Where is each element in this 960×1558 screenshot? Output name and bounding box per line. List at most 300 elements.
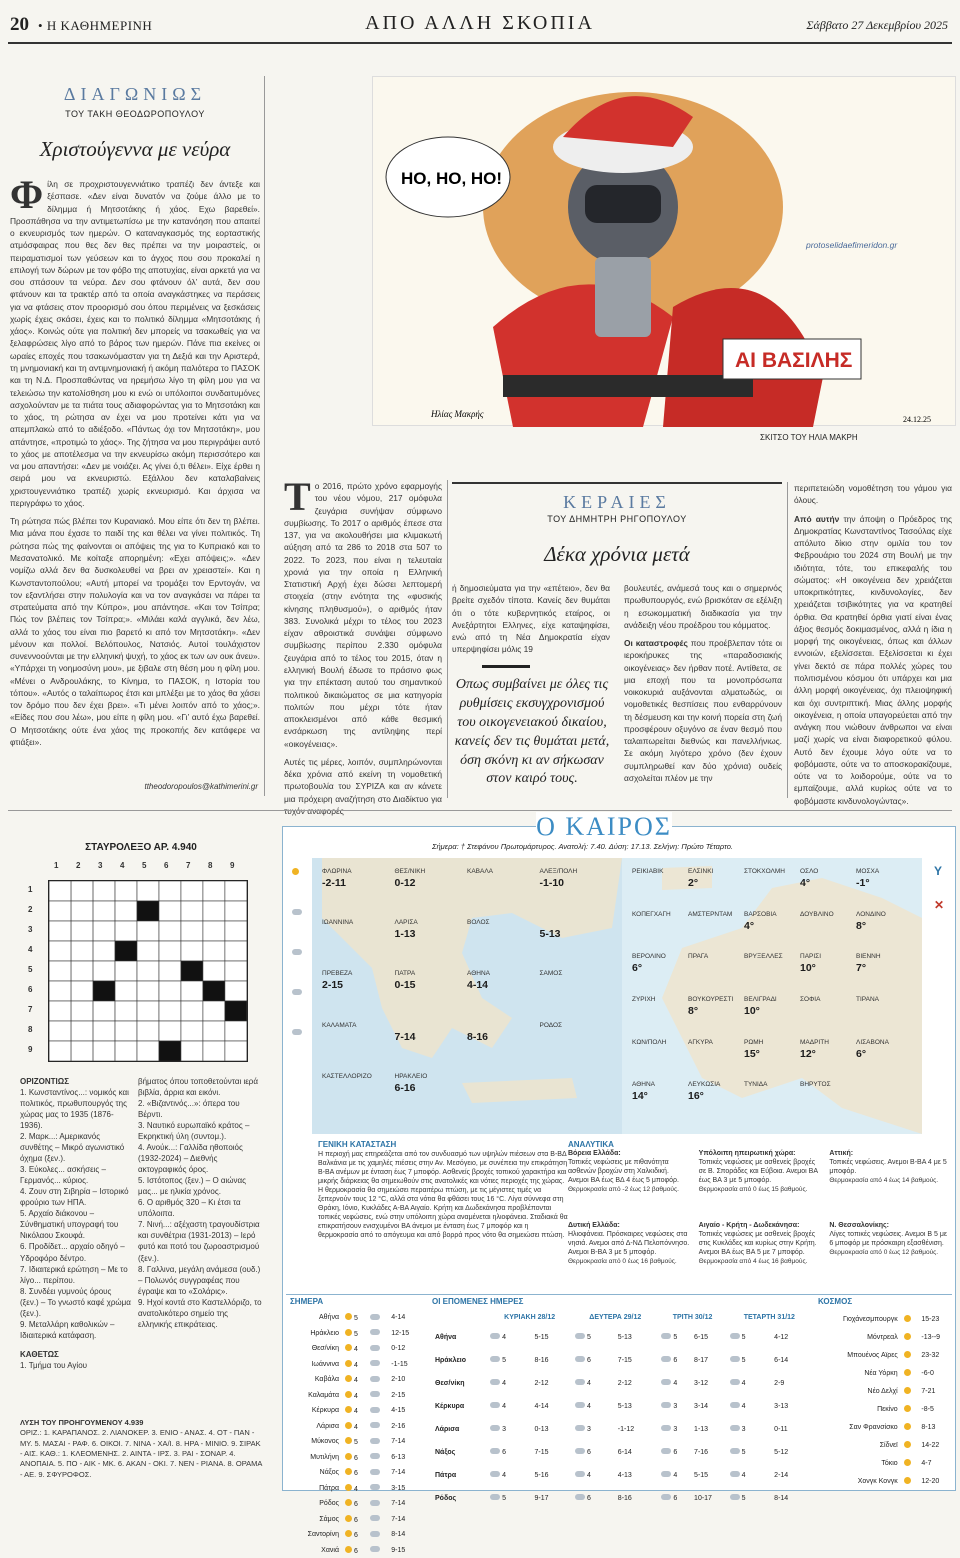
map-temperature: 15° xyxy=(744,1048,760,1060)
map-city-label: ΑΘΗΝΑ xyxy=(632,1081,655,1088)
map-temperature: 4° xyxy=(744,920,754,932)
map-temperature: 8° xyxy=(856,920,866,932)
dropcap: Τ xyxy=(284,480,311,514)
crossword-cell[interactable] xyxy=(225,941,247,961)
crossword-cell[interactable] xyxy=(115,921,137,941)
map-temperature: 12° xyxy=(800,1048,816,1060)
clue: 9. Μεταλλάρη καθολικών – Ιδιαιτερικά κατάφαση. xyxy=(20,1319,132,1341)
map-city-label: ΚΟΠΕΓΧΑΓΗ xyxy=(632,911,671,918)
map-temperature: -1° xyxy=(856,877,870,889)
region-text: Λίγες τοπικές νεφώσεις. Ανεμοι Β 5 με 6 μποφόρ με πρόσκαιρη εξασθένιση. xyxy=(829,1231,952,1249)
crossword-cell[interactable] xyxy=(93,901,115,921)
map-temperature: 2-15 xyxy=(322,979,343,991)
clue: 7. Νινή...: αξέχαστη τραγουδίστρια και συνθέτρια (1931-2013) – Ιερό φυτό και ποτό του ζωροαστρισμού (ξεν.). xyxy=(138,1219,264,1263)
region-text: Τοπικές νεφώσεις με ασθενείς βροχές στις Κυκλάδες και κυρίως στην Κρήτη. Ανεμοι ΒΑ έως ΒΑ 5 με 7 μποφόρ. xyxy=(699,1231,822,1258)
table-row: Λάρισα 3 0-13 3 -1-12 3 1-13 3 0-11 xyxy=(432,1418,812,1441)
section-rule xyxy=(8,810,952,811)
crossword-cell[interactable] xyxy=(203,1021,225,1041)
map-city-label: ΛΑΡΙΣΑ xyxy=(395,919,418,926)
map-temperature: 16° xyxy=(688,1090,704,1102)
weather-region xyxy=(568,1150,691,1218)
solution-title: ΛΥΣΗ ΤΟΥ ΠΡΟΗΓΟΥΜΕΝΟΥ 4.939 xyxy=(20,1418,264,1428)
table-row: Νάξος 6 7-15 6 6-14 6 7-16 5 5-12 xyxy=(432,1441,812,1464)
weather-region xyxy=(568,1222,691,1290)
table-row: Αθήνα 5 4-14 xyxy=(290,1310,420,1326)
clue: 4. Ζουν στη Σιβηρία – Ιστορικό φρούριο των ΗΠΑ. xyxy=(20,1186,132,1208)
map-city-label: ΛΕΥΚΩΣΙΑ xyxy=(688,1081,720,1088)
table-row: Θεσ/νίκη 4 0-12 xyxy=(290,1341,420,1357)
crossword-cell[interactable] xyxy=(49,881,71,901)
crossword-cell[interactable] xyxy=(115,1001,137,1021)
region-name: Ν. Θεσσαλονίκης: xyxy=(829,1222,889,1229)
map-city-label: ΚΑΣΤΕΛΛΟΡΙΖΟ xyxy=(322,1073,372,1080)
crossword-cell[interactable] xyxy=(137,941,159,961)
crossword-black-cell xyxy=(225,1001,247,1021)
weather-region xyxy=(699,1150,822,1218)
table-row: Ηράκλειο 5 8-16 6 7-15 6 8-17 5 6-14 xyxy=(432,1349,812,1372)
crossword-cell[interactable] xyxy=(49,921,71,941)
crossword-cell[interactable] xyxy=(49,981,71,1001)
crossword-cell[interactable] xyxy=(159,1021,181,1041)
clue: βήματος όπου τοποθετούνται ιερά βιβλία, άρρια και εικόνι. xyxy=(138,1076,264,1098)
map-city-label: ΒΙΕΝΝΗ xyxy=(856,953,881,960)
map-city-label: ΤΙΡΑΝΑ xyxy=(856,996,879,1003)
cartoon-signature: Ηλίας Μακρής xyxy=(430,409,484,419)
clues-horizontal-b xyxy=(138,1076,264,1330)
clue: 3. Εύκολες... ασκήσεις – Γερμανός... κύριος. xyxy=(20,1164,132,1186)
map-temperature: 10° xyxy=(800,962,816,974)
map-city-label: ΛΟΝΔΙΝΟ xyxy=(856,911,886,918)
map-temperature: 6° xyxy=(856,1048,866,1060)
crossword-cell[interactable] xyxy=(225,901,247,921)
crossword-cell[interactable] xyxy=(137,961,159,981)
lead-words: Οι καταστροφές xyxy=(624,638,688,648)
region-name: Βόρεια Ελλάδα: xyxy=(568,1150,621,1157)
crossword-cell[interactable] xyxy=(49,901,71,921)
crossword-cell[interactable] xyxy=(71,901,93,921)
crossword-cell[interactable] xyxy=(181,1001,203,1021)
map-city-label: ΑΘΗΝΑ xyxy=(467,970,490,977)
map-city-label: ΘΕΣ/ΝΙΚΗ xyxy=(395,868,426,875)
region-text: Τοπικές νεφώσεις με ασθενείς βροχές σε Β. Σποράδες και Εύβοια. Ανεμοι ΒΑ έως ΒΑ 3 με 5 μποφόρ. xyxy=(699,1159,822,1186)
table-row: Γιοχάνεσμπουργκ 15-23 xyxy=(818,1310,952,1328)
article-paragraph: βουλευτές, ανάμεσά τους και ο σημερινός πρωθυπουργός, ενώ βρισκόταν σε εξέλιξη η εσωκομματική διαδικασία για την ανάδειξη νέου προέδρου του κόμματος. xyxy=(624,582,782,631)
crossword-cell[interactable] xyxy=(159,941,181,961)
sign-text: ΑΙ ΒΑΣΙΛΗΣ xyxy=(735,349,852,372)
crossword-cell[interactable] xyxy=(181,921,203,941)
previous-solution xyxy=(20,1418,264,1480)
clue: 3. Ναυτικό ευρωπαϊκό κράτος – Εκρηκτική ύλη (συντομ.). xyxy=(138,1120,264,1142)
greece-map xyxy=(312,858,622,1134)
crossword-cell[interactable] xyxy=(137,921,159,941)
crossword-black-cell xyxy=(93,981,115,1001)
article-paragraph: ή δημοσιεύματα για την «επέτειο», δεν θα βρείτε σχεδόν τίποτα. Κανείς δεν θυμάται ότι ο τότε κυβερνητικός εταίρος, οι Ανεξάρτητοι Ελληνες, είχε καταψηφίσει, ενώ από τη Νέα Δημοκρατία είχαν υπερψηφίσει μόλις 19 xyxy=(452,582,610,656)
crossword-cell[interactable] xyxy=(93,881,115,901)
weather-title: Ο ΚΑΙΡΟΣ xyxy=(536,812,672,840)
clue: 2. «Βιζαντινός...»: όπερα του Βέρντι. xyxy=(138,1098,264,1120)
map-temperature: 14° xyxy=(632,1090,648,1102)
article-continuation xyxy=(794,482,952,798)
today-table xyxy=(290,1310,420,1558)
clue: 1. Τμήμα του Αγίου xyxy=(20,1360,132,1371)
map-temperature: 8° xyxy=(688,1005,698,1017)
crossword-cell[interactable] xyxy=(225,1021,247,1041)
crossword-cell[interactable] xyxy=(159,921,181,941)
crossword-cell[interactable] xyxy=(49,1021,71,1041)
table-row: Νάξος 6 7-14 xyxy=(290,1465,420,1481)
wind-icon: Y xyxy=(934,864,944,878)
column-divider xyxy=(787,482,788,798)
general-heading: ΓΕΝΙΚΗ ΚΑΤΑΣΤΑΣΗ xyxy=(318,1140,568,1149)
crossword-cell[interactable] xyxy=(159,961,181,981)
crossword-black-cell xyxy=(181,961,203,981)
kerayes-rule xyxy=(452,482,782,484)
map-city-label: ΟΣΛΟ xyxy=(800,868,818,875)
world-table xyxy=(818,1310,952,1490)
crossword-title: ΣΤΑΥΡΟΛΕΞΟ ΑΡ. 4.940 xyxy=(10,842,272,853)
crossword-cell[interactable] xyxy=(93,1041,115,1061)
map-city-label: ΔΟΥΒΛΙΝΟ xyxy=(800,911,834,918)
table-row: Χονγκ Κονγκ 12-20 xyxy=(818,1472,952,1490)
crossword-cell[interactable] xyxy=(181,881,203,901)
crossword-black-cell xyxy=(137,901,159,921)
table-row: Ηράκλειο 5 12-15 xyxy=(290,1326,420,1342)
map-city-label: ΑΜΣΤΕΡΝΤΑΜ xyxy=(688,911,732,918)
clue: 8. Γαλλινα, μεγάλη ανάμεσα (ουδ.) – Πολωνός συγγραφέας που έγραψε και το «Σολάρις». xyxy=(138,1264,264,1297)
robot-visor xyxy=(585,185,661,223)
pullquote-rule xyxy=(482,665,530,668)
crossword-cell[interactable] xyxy=(159,881,181,901)
map-temperature: 6° xyxy=(632,962,642,974)
map-temperature: 4° xyxy=(800,877,810,889)
robot-neck xyxy=(595,257,651,337)
article-paragraph: Φίλη σε προχριστουγεννιάτικο τραπέζι δεν άντεξε και ξέσπασε. «Δεν είναι δυνατόν να ζούμε άλλο με το δίλημμα ή Μητσοτάκης ή χάος. Εχω βαρεθεί». Προσπάθησα να την αντιμετωπίσω με την κατανόηση που απαιτεί ο εκνευρισμός των ημερών. Ο καταναγκασμός της εορταστικής ατμόσφαιρας που θες δεν θες πρέπει να την μοιραστείς, οι πειραματισμοί των γεύσεων και το άγχος που σου προκαλεί η επιλογή των δώρων με τον φόβο της αποτυχίας, είναι αρκετά για να σου σπάσουν τα νεύρα. Δεν σου φτάνουν όλ’ αυτά, δεν σου φτάνουν και τα τρακτέρ από τα οποία αναγκάστηκες να περάσεις για να φτάσεις στον προορισμό σου όπου περιμένεις να ξεσκάσεις χωρίς έχεις σκάσει, έχεις και το πολιτικό δίλημμα «Μητσοτάκης ή χάος». Κοινώς ούτε για πολιτική δεν μπορείς να τσακωθείς για να ξελαφρώσεις λίγο από το βάρος των ημερών. Πάνε πια εκείνες οι ωραίες εποχές που τσακωνόμασταν για τη Δεξιά και την Αριστερά, τη μνημονιακή και τη αντιμνημονιακή ή ακόμη παλιότερα το ΠΑΣΟΚ και τη Ν.Δ. Προσπαθώντας να ηρεμήσω λίγο τη φίλη μου για να τελειώσω την κατολίσθηση μου κι ενώ οι υπόλοιποι συνδαιτυμόνες ασχολούνταν με τα πιάτα τους αδιαφορώντας για το Μητσοτάκη και το χάος, τη ρώτησα αν έχει να μου προτείνει κάτι για να απεμπλακώ από το αδιέξοδο. «Πάντως όχι τον Μητσοτάκη», μου απάντησε, «προτιμώ το χάος». Της ζήτησα να μου περιγράψει αυτό το χάος με αποτέλεσμα να την εκνευρίσω ακόμη περισσότερο και να μου απαντήσει: «Δεν με νοιάζει. Ας γίνει ό,τι θέλει». Είχε έρθει η σειρά μου να εκνευριστώ. Εξάλλου δεν καταλαβαίνεις χριστουγεννιάτικο τραπέζι χωρίς εκνευρισμό. Και άρχισα να περιγράφω το χάος. xyxy=(10,178,260,509)
map-city-label: ΒΕΡΟΛΙΝΟ xyxy=(632,953,666,960)
crossword-cell[interactable] xyxy=(203,901,225,921)
crossword-cell[interactable] xyxy=(71,961,93,981)
map-city-label: ΒΡΥΞΕΛΛΕΣ xyxy=(744,953,783,960)
map-temperature: 2° xyxy=(688,877,698,889)
table-header: ΚΥΡΙΑΚΗ 28/12 ΔΕΥΤΕΡΑ 29/12 ΤΡΙΤΗ 30/12 ΤΕΤΑΡΤΗ 31/12 xyxy=(432,1310,812,1326)
crossword-black-cell xyxy=(159,1041,181,1061)
article-paragraph: Τη ρώτησα πώς βλέπει τον Κυρανιακό. Μου είπε ότι δεν τη βλέπει. Μια μάνα που έχασε το παιδί της και θέλει να γίνει πολιτικός. Τη ρώτησα πώς της φαίνονται οι απόψεις της για το Κυπριακό και το Μεσανατολικό. Με κοίταξε απορημένη: «Εχει απόψεις;». «Δεν νομίζω αλλά δεν θα δυσκολευθεί να βρει αν χρειαστεί». Και η Κωνσταντοπούλου; «Αυτή μπορεί να τρομάξει τον Ερντογάν, να τον εξαντλήσει στην πολυλογία και να τον αναγκάσει να πάρει τα στρατεύματα από την Κύπρο», μου απάντησε. «Και τον Τσίπρα; Πώς τον βλέπεις τον Τσίπρα;». «Μιλάει καλά αγγλικά, δεν λέω, αλλά το χάος του είναι πιο βαρετό κι από τον Μητσοτάκη». «Δεν μένουν και πολλοί. Βελόπουλος, Νατσιός. Αυτοί τουλάχιστον συνεννοούνται με την ελληνική ψυχή, το χάος εκ των ων ουκ άνευ». «Υπάρχει τη νοημοσύνη μου», με ξιβαλε στη θέση μου η φίλη μου. «Μένει ο Ανδρουλάκης, το Κίνημα, το ΠΑΣΟΚ, η Ιστορία του τόπου». «Αυτός ο ταλαίπωρος έτσι και μπλέξει με το χάος θα χάσει τον δρόμο που δεν έχει βρει». «Τι μένει λοιπόν από το χάος;». «Είδες που σου λέω», μου είπε η φίλη μου. «Γι’ αυτό έχω βαρεθεί. Ο Μητσοτάκης ούτε ένα χάος της προκοπής δεν κατάφερε να φτιάξει». xyxy=(10,515,260,748)
map-temperature: 10° xyxy=(744,1005,760,1017)
map-city-label: ΡΩΜΗ xyxy=(744,1039,763,1046)
article-paragraph: Από αυτήν την άποψη ο Πρόεδρος της Δημοκρατίας Κωνσταντίνος Τασούλας είχε απόλυτο δίκιο στην ομιλία του τον Φεβρουάριο του 2024 στη Βουλή με την ιδιότητα, τότε, του επικεφαλής του σώματος: «Η οικογένεια δεν χρειάζεται υποκριτικότητες, κινδυνολογίες, δεν χρειάζεται τσιβικότητες για να κρατηθεί όρθια. Θα κρατηθεί όρθια γιατί είναι ένας άξιος θεσμός δοκιμασμένος, αλλά η ίδια η μορφή της οικογένειας, όπως και άλλων εννοιών, εξελίσσεται. Εξελίσσεται κι έχει γίνει δεκτό σε πάρα πολλές χώρες του πολιτισμένου κόσμου ότι υπάρχει και μια άλλη μορφή οικογένειας, όχι πλειοψηφική και όχι συντριπτική. Μιας άλλης μορφής οικογένεια, η οποία υπαγορεύεται από την ανάγκη που νιώθουν άνθρωποι να είναι μαζί χωρίς να είναι διαφορετικού φύλου. Αυτό δεν έχουμε λόγο ούτε να το φοβόμαστε, ούτε να το αποσκορακίζουμε, ούτε να το λοιδορούμε, ούτε να το εμπαίζουμε, αλλά κυρίως ούτε να το φοβόμαστε κινδυνολογώντας». xyxy=(794,513,952,807)
map-city-label: ΠΑΡΙΣΙ xyxy=(800,953,821,960)
table-row: Νέα Υόρκη -6-0 xyxy=(818,1364,952,1382)
region-name: Υπόλοιπη ηπειρωτική χώρα: xyxy=(699,1150,796,1157)
article-body xyxy=(10,178,260,798)
cartoon-date: 24.12.25 xyxy=(903,415,931,424)
analytic-heading: ΑΝΑΛΥΤΙΚΑ xyxy=(568,1140,614,1149)
crossword-cell[interactable] xyxy=(137,1021,159,1041)
crossword-row-numbers: 1 2 3 4 5 6 7 8 9 xyxy=(28,880,44,1062)
crossword-cell[interactable] xyxy=(181,1021,203,1041)
crossword-cell[interactable] xyxy=(71,1001,93,1021)
article-body xyxy=(624,582,782,798)
cartoon-credit: ΣΚΙΤΣΟ ΤΟΥ ΗΛΙΑ ΜΑΚΡΗ xyxy=(760,433,858,442)
crossword-cell[interactable] xyxy=(115,881,137,901)
crossword-cell[interactable] xyxy=(93,961,115,981)
crossword-black-cell xyxy=(115,941,137,961)
crossword-cell[interactable] xyxy=(181,901,203,921)
crossword-cell[interactable] xyxy=(137,1041,159,1061)
crossword-cell[interactable] xyxy=(93,921,115,941)
table-row: Μόντρεαλ -13--9 xyxy=(818,1328,952,1346)
weather-rule xyxy=(286,1294,952,1295)
crossword-column-numbers: 1 2 3 4 5 6 7 8 9 xyxy=(48,860,248,876)
table-row: Μυτιλήνη 6 6-13 xyxy=(290,1450,420,1466)
region-temps: Θερμοκρασία από 0 έως 16 βαθμούς. xyxy=(568,1258,691,1266)
region-temps: Θερμοκρασία από 0 έως 12 βαθμούς. xyxy=(829,1249,952,1257)
column-divider xyxy=(447,480,448,798)
clue: 5. Ιστότοπος (ξεν.) – Ο αιώνας μας... με ηλικία χρόνος. xyxy=(138,1175,264,1197)
map-city-label: ΚΑΛΑΜΑΤΑ xyxy=(322,1022,356,1029)
map-city-label: ΠΑΤΡΑ xyxy=(395,970,416,977)
dropcap: Φ xyxy=(10,178,43,212)
weather-region xyxy=(829,1222,952,1290)
cartoon xyxy=(372,76,956,426)
table-row: Αθήνα 4 5-15 5 5-13 5 6-15 5 4-12 xyxy=(432,1326,812,1349)
issue-date: Σάββατο 27 Δεκεμβρίου 2025 xyxy=(806,18,948,33)
crossword-cell[interactable] xyxy=(115,1021,137,1041)
table-row: Πάτρα 4 5-16 4 4-13 4 5-15 4 2-14 xyxy=(432,1464,812,1487)
crete xyxy=(462,1078,577,1103)
map-city-label: ΚΑΒΑΛΑ xyxy=(467,868,493,875)
clue: 8. Συνδέει γυμνούς όρους (ξεν.) – Το γνωστό καφέ χρώμα (ξεν.). xyxy=(20,1286,132,1319)
clue: 4. Ανούκ...: Γαλλίδα ηθοποιός (1932-2024) – Διεθνής ακτογραφικός όρος. xyxy=(138,1142,264,1175)
map-temperature: 6-16 xyxy=(395,1082,416,1094)
clue: 6. Προδίδετ... αρχαίο οδηγό – Υδροφόρο δέντρο. xyxy=(20,1241,132,1263)
map-city-label: ΦΛΩΡΙΝΑ xyxy=(322,868,352,875)
region-temps: Θερμοκρασία από 4 έως 16 βαθμούς. xyxy=(699,1258,822,1266)
table-row: Κέρκυρα 4 4-14 4 5-13 3 3-14 4 3-13 xyxy=(432,1395,812,1418)
map-city-label: ΣΤΟΚΧΟΛΜΗ xyxy=(744,868,785,875)
crossword-cell[interactable] xyxy=(49,961,71,981)
map-temperature: 8-16 xyxy=(467,1031,488,1043)
crossword-cell[interactable] xyxy=(203,1001,225,1021)
today-heading: ΣΗΜΕΡΑ xyxy=(290,1297,323,1306)
region-text: Ηλιοφάνεια. Πρόσκαιρες νεφώσεις στα νησιά. Ανεμοι από Δ-ΝΔ Πελοπόννησο. Ανεμοι Β-ΒΑ 3 με 5 μποφόρ. xyxy=(568,1231,691,1258)
crossword-cell[interactable] xyxy=(137,981,159,1001)
crossword-cell[interactable] xyxy=(203,1041,225,1061)
speech-text: HO, HO, HO! xyxy=(401,169,502,188)
table-row: Νέο Δελχί 7-21 xyxy=(818,1382,952,1400)
table-row: Καλαμάτα 4 2-15 xyxy=(290,1388,420,1404)
map-city-label: ΠΡΕΒΕΖΑ xyxy=(322,970,352,977)
map-city-label: ΕΛΣΙΝΚΙ xyxy=(688,868,713,875)
region-name: Δυτική Ελλάδα: xyxy=(568,1222,620,1229)
table-row: Ιωάννινα 4 -1-15 xyxy=(290,1357,420,1373)
next-days-table xyxy=(432,1310,812,1510)
weather-legend-right xyxy=(926,858,952,1134)
table-row: Σίδνεϊ 14-22 xyxy=(818,1436,952,1454)
map-temperature: -1-10 xyxy=(540,877,565,889)
weather-region xyxy=(699,1222,822,1290)
map-city-label: ΣΟΦΙΑ xyxy=(800,996,820,1003)
weather-regions xyxy=(568,1150,952,1290)
table-row: Σαντορίνη 6 8-14 xyxy=(290,1527,420,1543)
world-heading: ΚΟΣΜΟΣ xyxy=(818,1297,852,1306)
map-city-label: ΚΩΝ/ΠΟΛΗ xyxy=(632,1039,666,1046)
map-city-label: ΜΑΔΡΙΤΗ xyxy=(800,1039,829,1046)
crossword-cell[interactable] xyxy=(49,1041,71,1061)
crossword-cell[interactable] xyxy=(181,941,203,961)
sun-icon xyxy=(292,868,299,875)
crossword-cell[interactable] xyxy=(225,961,247,981)
crossword-cell[interactable] xyxy=(203,961,225,981)
crossword-cell[interactable] xyxy=(115,901,137,921)
region-temps: Θερμοκρασία από -2 έως 12 βαθμούς. xyxy=(568,1186,691,1194)
map-city-label: ΑΓΚΥΡΑ xyxy=(688,1039,713,1046)
page-number: 20 xyxy=(10,14,29,36)
snow-icon xyxy=(292,1029,302,1035)
map-city-label: ΛΙΣΑΒΟΝΑ xyxy=(856,1039,889,1046)
crossword-cell[interactable] xyxy=(203,941,225,961)
table-row: Πεκίνο -8-5 xyxy=(818,1400,952,1418)
header-rule xyxy=(8,42,952,44)
clues-heading: ΟΡΙΖΟΝΤΙΩΣ xyxy=(20,1076,132,1087)
map-temperature: 4-14 xyxy=(467,979,488,991)
column-kicker: ΚΕΡΑΙΕΣ xyxy=(452,492,782,513)
column-kicker: ΔΙΑΓΩΝΙΩΣ xyxy=(10,84,260,105)
map-city-label: ΒΑΡΣΟΒΙΑ xyxy=(744,911,777,918)
rain-icon xyxy=(292,949,302,955)
crossword-cell[interactable] xyxy=(49,1001,71,1021)
crossword-cell[interactable] xyxy=(225,921,247,941)
solution-text: ΟΡΙΖ.: 1. ΚΑΡΑΠΑΝΟΣ. 2. ΛΙΑΝΟΚΕΡ. 3. ΕΝΙΟ - ΑΝΑΣ. 4. ΟΤ - ΠΑΝ - ΜΥ. 5. ΜΑΣΑΙ - ΡΑΦ. 6. ΟΙΚΟΙ. 7. ΝΙΝΑ - ΧΑ/Ι. 8. ΗΡΑ - ΜΙΝΙΟ. 9. ΣΙΡΑΚ - ΑΙΣ. ΚΑΘ.: 1. ΚΛΕΟΜΕΝΗΣ. 2. ΑΙΝΤΑ - ΙΡΣ. 3. ΡΑΙ - ΣΟΝΑΡ. 4. ΑΝΟΠΑΙΑ. 5. ΠΟ - ΑΙΚ - ΜΚ. 6. ΑΚΑΝ - ΟΚΙ. 7. ΝΕΝ - ΡΙΑΝΑ. 8. ΟΡΑΜΑ - ΑΕ. 9. ΣΦΥΡΟΦΟΣ. xyxy=(20,1428,264,1480)
mainland xyxy=(322,858,622,1058)
column-diagonios xyxy=(10,76,260,796)
article-title: Δέκα χρόνια μετά xyxy=(452,542,782,567)
map-city-label: ΣΑΜΟΣ xyxy=(540,970,563,977)
map-temperature: 7° xyxy=(856,962,866,974)
weather-legend-left xyxy=(286,858,310,1134)
article-paragraph: περιπετειώδη νομοθέτηση του γάμου για όλους. xyxy=(794,482,952,507)
table-row: Σαν Φρανσίσκο 8-13 xyxy=(818,1418,952,1436)
map-city-label: ΠΡΑΓΑ xyxy=(688,953,708,960)
crossword-cell[interactable] xyxy=(49,941,71,961)
pullquote: Οπως συμβαίνει με όλες τις ρυθμίσεις εκσυγχρονισμού του οικογενειακού δικαίου, κανείς δεν τις θυμάται μετά, όση σκόνη κι αν σήκωσαν στον καιρό τους. xyxy=(452,676,612,789)
crossword-cell[interactable] xyxy=(137,1001,159,1021)
table-row: Λάρισα 4 2-16 xyxy=(290,1419,420,1435)
clue-list xyxy=(20,1087,132,1341)
crossword-cell[interactable] xyxy=(225,1041,247,1061)
crossword-grid[interactable] xyxy=(48,880,248,1062)
table-row: Πάτρα 4 3-15 xyxy=(290,1481,420,1497)
crossword-cell[interactable] xyxy=(137,881,159,901)
region-name: Αιγαίο - Κρήτη - Δωδεκάνησα: xyxy=(699,1222,800,1229)
region-text: Τοπικές νεφώσεις με πιθανότητα ασθενών βροχών στη Χαλκιδική. Ανεμοι ΒΑ έως ΒΔ 4 έως 5 μποφόρ. xyxy=(568,1159,691,1186)
map-city-label: ΒΟΥΚΟΥΡΕΣΤΙ xyxy=(688,996,733,1003)
map-city-label: ΜΟΣΧΑ xyxy=(856,868,879,875)
crossword-cell[interactable] xyxy=(93,1021,115,1041)
table-row: Χανιά 6 9-15 xyxy=(290,1543,420,1558)
crossword-cell[interactable] xyxy=(203,881,225,901)
region-text: Τοπικές νεφώσεις. Ανεμοι Β-ΒΑ 4 με 5 μποφόρ. xyxy=(829,1159,952,1177)
region-temps: Θερμοκρασία από 0 έως 15 βαθμούς. xyxy=(699,1186,822,1194)
low-pressure-icon: ✕ xyxy=(934,898,944,912)
general-text: Η περιοχή μας επηρεάζεται από τον συνδυασμό των υψηλών πιέσεων στα Β-ΒΔ Βαλκάνια με τις χαμηλές πιέσεις στην Αν. Μεσόγειο, με συνέπεια την επικράτηση Β-ΒΑ ανέμων με ένταση έως 7 μποφόρ. Ασθενείς βροχές τοπικού χαρακτήρα και μικρής διάρκειας θα σημειωθούν στις ανατολικές και νότιες περιοχές της χώρας. Η θερμοκρασία θα σημειώσει περαιτέρω πτώση, με τις μέγιστες τιμές να ξεπερνούν τους 12 °C, αλλά στα νότια θα φθάσει τους 16 °C. Λίγα σύννεφα στη Θράκη, Ιόνιο, Κυκλάδες Α-ΒΑ Αιγαίο. Κρήτη και Δωδεκάνησα προβλέπονται τοπικές νεφώσεις, ενώ στην υπόλοιπη χώρα αναμένεται ηλιοφάνεια. Σταδιακά θα επικρατήσουν ενισχυμένοι ΒΑ άνεμοι με ένταση έως 7 μποφόρ και η θερμοκρασία από το απόγευμα και από βορρά προς νότο θα σημειώσει πτώση. xyxy=(318,1151,568,1241)
table-row: Μύκονος 5 7-14 xyxy=(290,1434,420,1450)
clue: 5. Αρχαίο διάκονου – Σύνθηματική υπογραφή του Νικόλαου Σκουφά. xyxy=(20,1208,132,1241)
weather-region xyxy=(829,1150,952,1218)
map-city-label: ΖΥΡΙΧΗ xyxy=(632,996,655,1003)
clue: 2. Μαρκ...: Αμερικανός συνθέτης – Μικρό αγωνιστικό όχημα (ξεν.). xyxy=(20,1131,132,1164)
map-temperature: 5-13 xyxy=(540,928,561,940)
crossword-cell[interactable] xyxy=(93,941,115,961)
table-row: Καβάλα 4 2-10 xyxy=(290,1372,420,1388)
table-row: Κέρκυρα 4 4-15 xyxy=(290,1403,420,1419)
map-city-label: ΡΕΙΚΙΑΒΙΚ xyxy=(632,868,663,875)
watermark: protoselidaefimeridon.gr xyxy=(806,240,897,250)
region-name: Αττική: xyxy=(829,1150,853,1157)
region-temps: Θερμοκρασία από 4 έως 14 βαθμούς. xyxy=(829,1177,952,1185)
article-paragraph: Αυτές τις μέρες, λοιπόν, συμπληρώνονται δέκα χρόνια από εκείνη τη νομοθετική πρωτοβουλία του ΣΥΡΙΖΑ και αν κάνετε μια πρόχειρη αναζήτηση στο Διαδίκτυο για xyxy=(284,756,442,817)
crossword-cell[interactable] xyxy=(181,1041,203,1061)
article-continuation xyxy=(284,480,442,798)
greece-land xyxy=(312,858,622,1134)
crossword-cell[interactable] xyxy=(115,1041,137,1061)
map-temperature: 7-14 xyxy=(395,1031,416,1043)
crossword-cell[interactable] xyxy=(71,881,93,901)
clues-horizontal-a xyxy=(20,1076,132,1371)
crossword-cell[interactable] xyxy=(159,981,181,1001)
crossword-cell[interactable] xyxy=(71,1041,93,1061)
map-city-label: ΒΗΡΥΤΟΣ xyxy=(800,1081,831,1088)
map-city-label: ΒΕΛΙΓΡΑΔΙ xyxy=(744,996,777,1003)
table-row: Τόκιο 4-7 xyxy=(818,1454,952,1472)
map-temperature: -2-11 xyxy=(322,877,346,889)
crossword-cell[interactable] xyxy=(71,981,93,1001)
crossword-cell[interactable] xyxy=(71,941,93,961)
crossword-cell[interactable] xyxy=(225,981,247,1001)
crossword-cell[interactable] xyxy=(71,921,93,941)
column-byline: ΤΟΥ ΤΑΚΗ ΘΕΟΔΩΡΟΠΟΥΛΟΥ xyxy=(10,109,260,119)
map-city-label: ΗΡΑΚΛΕΙΟ xyxy=(395,1073,428,1080)
crossword-cell[interactable] xyxy=(225,881,247,901)
clue: 1. Κωνσταντίνος...: νομικός και πολιτικός, πρωθυπουργός της χώρας μας το 1935 (1876-1936). xyxy=(20,1087,132,1131)
weather-general xyxy=(318,1140,568,1241)
crossword-cell[interactable] xyxy=(71,1021,93,1041)
storm-icon xyxy=(292,989,302,995)
crossword-cell[interactable] xyxy=(181,981,203,1001)
clues-heading: ΚΑΘΕΤΩΣ xyxy=(20,1349,132,1360)
crossword-cell[interactable] xyxy=(93,1001,115,1021)
lead-words: Από αυτήν xyxy=(794,514,839,524)
map-city-label: ΤΥΝΙΔΑ xyxy=(744,1081,767,1088)
cartoon-drawing xyxy=(373,77,957,427)
column-byline: ΤΟΥ ΔΗΜΗΤΡΗ ΡΗΓΟΠΟΥΛΟΥ xyxy=(452,514,782,524)
article-paragraph: Οι καταστροφές που προέβλεπαν τότε οι ιεροκήρυκες της «παραδοσιακής οικογένειας» δεν ήρθαν ποτέ. Αντίθετα, σε μια εποχή που τα μονοπρόσωπα νοικοκυριά αυξάνονται αλματωδώς, οι νομοθετικές θεσπίσεις που ενθαρρύνουν τη δέσμευση και την κοινή πορεία στη ζωή προσφέρουν οξυγόνο σε έναν θεσμό που ταλαιπωρείται διεθνώς και πανελλήνιως. Σε ακόμη λιγότερο χρόνο (δεν έχουν συμπληρωθεί καν δύο χρόνια) ουδείς ασχολείται πλέον με την xyxy=(624,637,782,784)
crossword-cell[interactable] xyxy=(203,921,225,941)
table-row: Μπουένος Αϊρες 23-32 xyxy=(818,1346,952,1364)
crossword-cell[interactable] xyxy=(115,981,137,1001)
map-city-label: ΡΟΔΟΣ xyxy=(540,1022,563,1029)
santa-belt xyxy=(503,375,753,397)
europe-map xyxy=(622,858,922,1134)
weather-subtitle: Σήμερα: † Στεφάνου Πρωτομάρτυρος. Ανατολή: 7.40. Δύση: 17.13. Σελήνη: Πρώτο Τέταρτο. xyxy=(432,842,792,851)
crossword-black-cell xyxy=(203,981,225,1001)
next-days-heading: ΟΙ ΕΠΟΜΕΝΕΣ ΗΜΕΡΕΣ xyxy=(432,1297,523,1306)
crossword-cell[interactable] xyxy=(115,961,137,981)
table-row: Ρόδος 6 7-14 xyxy=(290,1496,420,1512)
column-divider xyxy=(264,76,265,796)
crossword-cell[interactable] xyxy=(159,1001,181,1021)
clue: 7. Ιδιαιτερικά ερώτηση – Με το λίγο... περίπου. xyxy=(20,1264,132,1286)
crossword-cell[interactable] xyxy=(159,901,181,921)
